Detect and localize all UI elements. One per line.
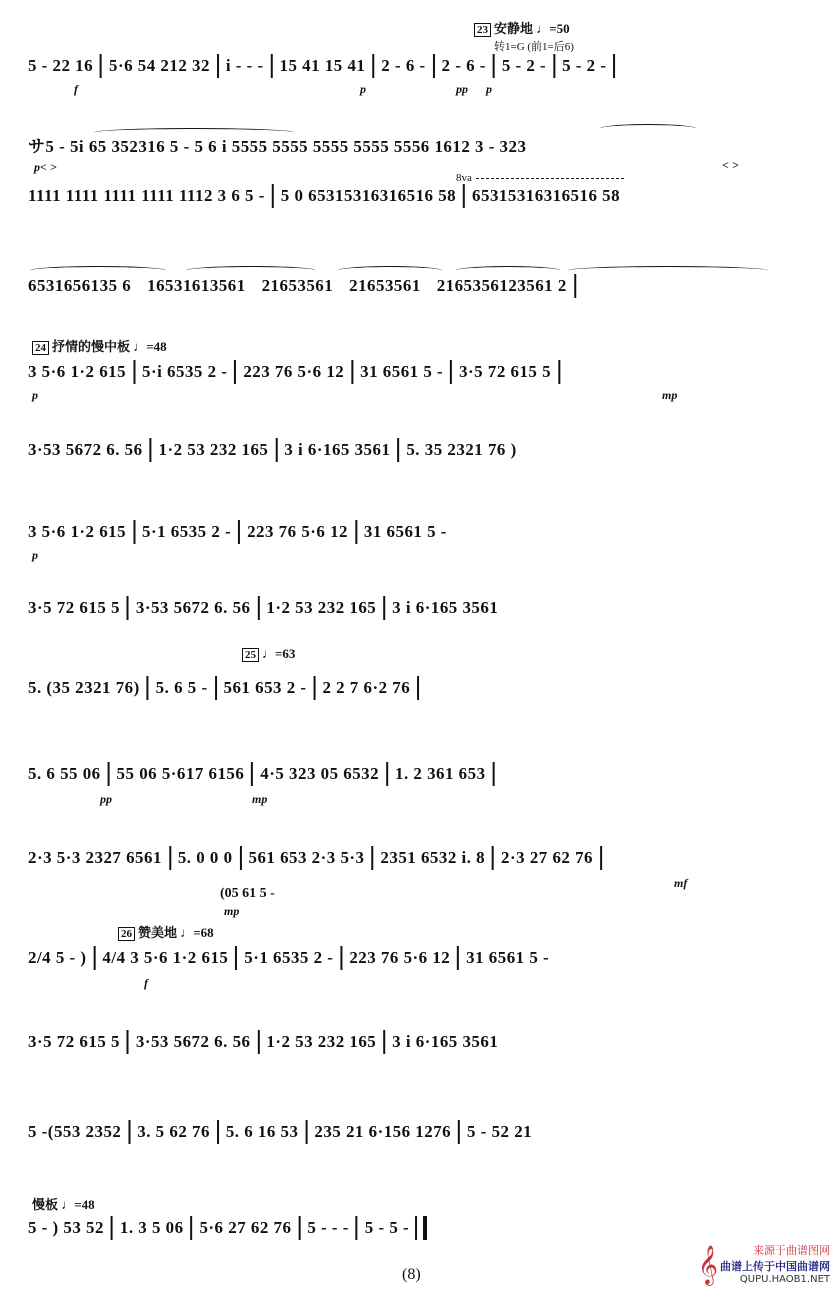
- section-25-title: [242, 646, 295, 662]
- measure: 2/4 5 - ): [28, 948, 87, 967]
- octave-mark: 8va: [456, 172, 472, 184]
- barline: [128, 1120, 130, 1144]
- barline: [147, 676, 149, 700]
- barline: [217, 1120, 219, 1144]
- barline: [191, 1216, 193, 1240]
- barline: [108, 762, 110, 786]
- slow-tempo-title: 慢板 ♩=48: [32, 1197, 95, 1212]
- section-23-key-change: 转1=G (前1=后6): [494, 41, 574, 53]
- measure: 1. 2 361 653: [394, 764, 486, 783]
- measure: 5 0 65315316316516 58: [280, 186, 457, 205]
- measure: 5 - 2 -: [501, 56, 547, 75]
- measure: 4/4 3 5·6 1·2 615: [102, 948, 229, 967]
- barline: [111, 1216, 113, 1240]
- barline: [257, 1030, 259, 1054]
- measure: 5. 6 55 06: [28, 764, 101, 783]
- barline: [372, 54, 374, 78]
- barline: [127, 596, 129, 620]
- barline: [275, 438, 277, 462]
- measure: 1·2 53 232 165: [158, 440, 269, 459]
- measure: 4·5 323 05 6532: [260, 764, 380, 783]
- barline: [234, 360, 236, 384]
- measure: 235 21 6·156 1276: [314, 1122, 452, 1141]
- measure: 5. 0 0 0: [177, 848, 233, 867]
- barline: [356, 1216, 358, 1240]
- measure: 561 653 2·3 5·3: [248, 848, 365, 867]
- watermark-line1: 来源于曲谱图网: [753, 1244, 830, 1257]
- dynamic-mark: pp: [100, 792, 112, 806]
- barline: [313, 676, 315, 700]
- measure: 15 41 15 41: [279, 56, 366, 75]
- section-25-tempo: ♩=63: [262, 646, 296, 661]
- measure: 2 - 6 -: [381, 56, 426, 75]
- measure: 3·53 5672 6. 56: [135, 598, 251, 617]
- barline: [133, 520, 135, 544]
- watermark-line2: 曲谱上传于中国曲谱网: [720, 1260, 830, 1273]
- barline: [600, 846, 602, 870]
- measure: 5·i 6535 2 -: [142, 362, 228, 381]
- dynamic-mark: mp: [662, 388, 678, 402]
- barline: [240, 846, 242, 870]
- barline: [383, 596, 385, 620]
- section-23-title: [474, 18, 570, 37]
- barline: [217, 54, 219, 78]
- barline: [613, 54, 615, 78]
- measure: 1. 3 5 06: [119, 1218, 184, 1237]
- barline: [383, 1030, 385, 1054]
- measure: 5 - 5 -: [364, 1218, 410, 1237]
- dynamic-mark: p: [360, 82, 366, 96]
- barline: [235, 946, 237, 970]
- dynamic-mark: p< >: [34, 160, 57, 174]
- dynamic-mark: f: [144, 976, 148, 990]
- measure: 3 i 6·165 3561: [392, 598, 499, 617]
- barline: [272, 184, 274, 208]
- measure: 3·5 72 615 5: [459, 362, 552, 381]
- section-23-tempo: 安静地 ♩=50: [494, 21, 570, 36]
- octave-line: [476, 178, 624, 179]
- barline: [169, 846, 171, 870]
- measure: 1·2 53 232 165: [266, 598, 377, 617]
- barline: [271, 54, 273, 78]
- section-24-title: [32, 336, 167, 355]
- watermark: [720, 1242, 830, 1285]
- measure: 3·53 5672 6. 56: [135, 1032, 251, 1051]
- barline: [305, 1120, 307, 1144]
- dynamic-mark: mf: [674, 876, 688, 890]
- measure: 3. 5 62 76: [137, 1122, 210, 1141]
- dynamic-mark: pp: [456, 82, 468, 96]
- section-25-number: 25: [242, 648, 259, 662]
- measure: 31 6561 5 -: [360, 362, 444, 381]
- measure: 5·1 6535 2 -: [244, 948, 334, 967]
- ossia-line: (05 61 5 -: [220, 886, 275, 901]
- measure: 2·3 5·3 2327 6561: [28, 848, 162, 867]
- barline: [340, 946, 342, 970]
- measure: 2 2 7 6·2 76: [322, 678, 411, 697]
- measure: 31 6561 5 -: [363, 522, 447, 541]
- barline: [492, 846, 494, 870]
- measure: 5 - ) 53 52: [28, 1218, 104, 1237]
- measure: 223 76 5·6 12: [243, 362, 345, 381]
- barline: [397, 438, 399, 462]
- measure: 561 653 2 -: [223, 678, 307, 697]
- barline: [238, 520, 240, 544]
- measure: 5·1 6535 2 -: [142, 522, 232, 541]
- measure: 5. 35 2321 76 ): [406, 440, 517, 459]
- barline: [215, 676, 217, 700]
- barline: [100, 54, 102, 78]
- barline: [457, 946, 459, 970]
- section-26-tempo: 赞美地 ♩=68: [138, 925, 214, 940]
- measure: 21653561: [349, 276, 421, 295]
- measure: 3 5·6 1·2 615: [28, 362, 127, 381]
- section-26-title: [118, 922, 214, 941]
- barline: [417, 676, 419, 700]
- measure: 5 - 22 16: [28, 56, 94, 75]
- barline: [450, 360, 452, 384]
- treble-clef-icon: 𝄞: [697, 1247, 718, 1284]
- watermark-line3: QUPU.HAOB1.NET: [739, 1274, 830, 1285]
- barline: [150, 438, 152, 462]
- barline: [251, 762, 253, 786]
- measure: 21653561: [261, 276, 334, 295]
- dynamic-mark: mp: [252, 792, 268, 806]
- measure: 1·2 53 232 165: [266, 1032, 377, 1051]
- dynamic-mark: mp: [224, 904, 240, 918]
- measure: 2351 6532 i. 8: [380, 848, 486, 867]
- measure: 5·6 27 62 76: [199, 1218, 292, 1237]
- barline: [355, 520, 357, 544]
- section-24-tempo: 抒情的慢中板 ♩=48: [52, 339, 167, 354]
- dynamic-mark: f: [74, 82, 78, 96]
- section-23-number: 23: [474, 23, 491, 37]
- measure: 5 -(553 2352: [28, 1122, 122, 1141]
- measure: i - - -: [225, 56, 264, 75]
- barline: [298, 1216, 300, 1240]
- measure: 5. 6 5 -: [155, 678, 208, 697]
- section-24-number: 24: [32, 341, 49, 355]
- measure: 16531613561: [147, 276, 246, 295]
- measure: 3 i 6·165 3561: [284, 440, 391, 459]
- barline: [458, 1120, 460, 1144]
- measure: 1111 1111 1111 1111 1112 3 6 5 -: [28, 186, 265, 205]
- measure: 3 5·6 1·2 615: [28, 522, 127, 541]
- barline: [433, 54, 435, 78]
- measure: 5 - - -: [307, 1218, 349, 1237]
- section-26-number: 26: [118, 927, 135, 941]
- page-number: (8): [402, 1266, 421, 1283]
- barline: [351, 360, 353, 384]
- measure: 6531656135 6: [28, 276, 132, 295]
- barline: [93, 946, 95, 970]
- barline: [133, 360, 135, 384]
- measure: 3·5 72 615 5: [28, 1032, 120, 1051]
- barline: [493, 762, 495, 786]
- measure: 5·6 54 212 32: [109, 56, 210, 75]
- barline: [386, 762, 388, 786]
- measure: サ5 - 5i 65 352316 5 - 5 6 i 5555 5555 5555 5555 5556 1612 3 - 323: [28, 137, 527, 156]
- dynamic-mark: p: [32, 388, 38, 402]
- measure: 3·5 72 615 5: [28, 598, 120, 617]
- dynamic-mark: p: [486, 82, 492, 96]
- measure: 5. 6 16 53: [225, 1122, 299, 1141]
- barline: [463, 184, 465, 208]
- final-barline: [415, 1216, 427, 1240]
- measure: 223 76 5·6 12: [247, 522, 349, 541]
- dynamic-mark: < >: [722, 158, 739, 172]
- measure: 55 06 5·617 6156: [116, 764, 245, 783]
- measure: 5 - 2 -: [562, 56, 607, 75]
- measure: 5 - 52 21: [467, 1122, 533, 1141]
- barline: [127, 1030, 129, 1054]
- barline: [371, 846, 373, 870]
- measure: 2 - 6 -: [441, 56, 486, 75]
- measure: 223 76 5·6 12: [349, 948, 451, 967]
- barline: [558, 360, 560, 384]
- barline: [493, 54, 495, 78]
- measure: 31 6561 5 -: [466, 948, 550, 967]
- measure: 3·53 5672 6. 56: [28, 440, 143, 459]
- barline: [257, 596, 259, 620]
- dynamic-mark: p: [32, 548, 38, 562]
- measure: 3 i 6·165 3561: [392, 1032, 499, 1051]
- measure: 65315316316516 58: [472, 186, 621, 205]
- measure: 2165356123561 2: [436, 276, 567, 295]
- barline: [553, 54, 555, 78]
- measure: 5. (35 2321 76): [28, 678, 140, 697]
- barline: [574, 274, 576, 298]
- measure: 2·3 27 62 76: [501, 848, 594, 867]
